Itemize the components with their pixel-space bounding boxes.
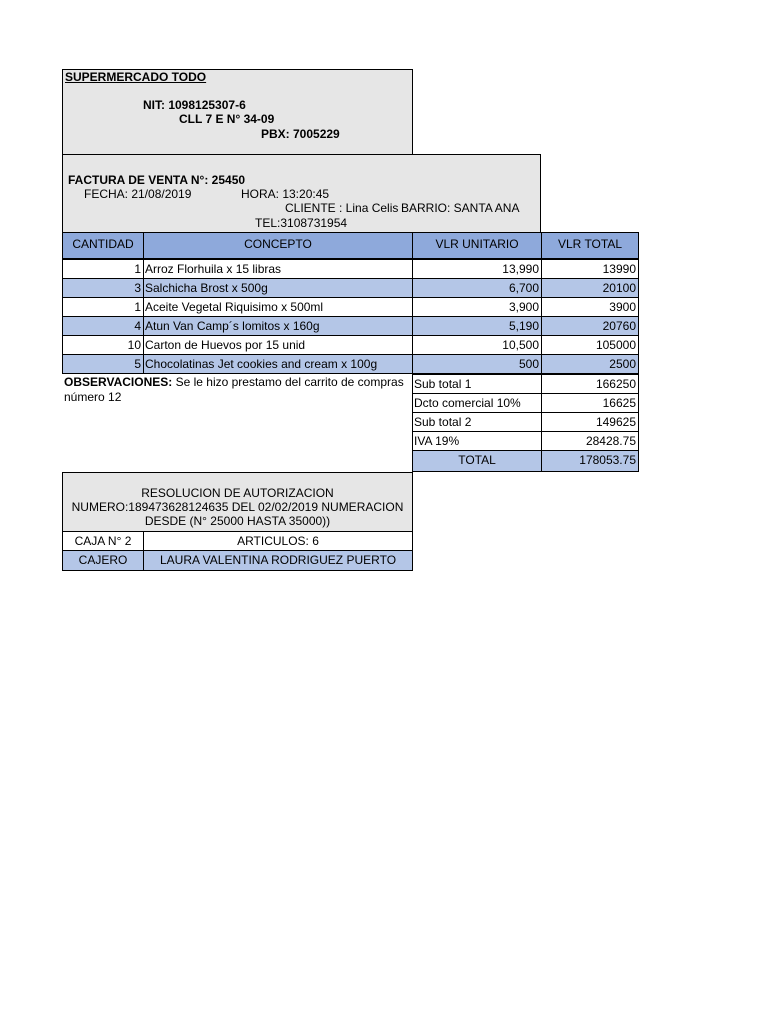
caja-cell: CAJA N° 2	[62, 531, 144, 551]
row-qty: 3	[62, 278, 144, 298]
row-concept: Carton de Huevos por 15 unid	[143, 335, 413, 355]
header-vlr-total: VLR TOTAL	[541, 232, 639, 259]
row-total: 13990	[541, 259, 639, 279]
header-vlr-unitario: VLR UNITARIO	[412, 232, 542, 259]
row-total: 105000	[541, 335, 639, 355]
resolution-title: RESOLUCION DE AUTORIZACION	[141, 486, 334, 500]
row-unit: 5,190	[412, 316, 542, 336]
subtotal2-value: 149625	[541, 412, 639, 432]
invoice-header	[62, 154, 541, 234]
row-qty: 1	[62, 259, 144, 279]
row-total: 3900	[541, 297, 639, 317]
header-cantidad: CANTIDAD	[62, 232, 144, 259]
row-unit: 13,990	[412, 259, 542, 279]
row-unit: 10,500	[412, 335, 542, 355]
subtotal1-label: Sub total 1	[412, 374, 542, 394]
invoice-number: FACTURA DE VENTA N°: 25450	[68, 173, 246, 187]
row-qty: 1	[62, 297, 144, 317]
iva-value: 28428.75	[541, 431, 639, 451]
row-concept: Arroz Florhuila x 15 libras	[143, 259, 413, 279]
discount-value: 16625	[541, 393, 639, 413]
store-header	[62, 69, 413, 155]
resolution-box	[62, 472, 413, 532]
row-qty: 5	[62, 354, 144, 374]
store-name: SUPERMERCADO TODO	[65, 70, 207, 84]
invoice-tel: TEL:3108731954	[255, 216, 348, 230]
observations-line1	[64, 375, 404, 389]
row-total: 2500	[541, 354, 639, 374]
row-unit: 500	[412, 354, 542, 374]
store-nit: NIT: 1098125307-6	[143, 98, 246, 112]
row-qty: 4	[62, 316, 144, 336]
cajero-name: LAURA VALENTINA RODRIGUEZ PUERTO	[143, 550, 413, 571]
discount-label: Dcto comercial 10%	[412, 393, 542, 413]
row-unit: 6,700	[412, 278, 542, 298]
subtotal2-label: Sub total 2	[412, 412, 542, 432]
row-total: 20760	[541, 316, 639, 336]
iva-label: IVA 19%	[412, 431, 542, 451]
observations-line2: número 12	[64, 390, 122, 404]
row-concept: Atun Van Camp´s lomitos x 160g	[143, 316, 413, 336]
subtotal1-value: 166250	[541, 374, 639, 394]
observations-text: Se le hizo prestamo del carrito de compras	[175, 375, 404, 389]
resolution-range: DESDE (N° 25000 HASTA 35000))	[144, 514, 331, 528]
row-concept: Chocolatinas Jet cookies and cream x 100g	[143, 354, 413, 374]
store-address: CLL 7 E N° 34-09	[179, 112, 275, 126]
invoice-client: CLIENTE : Lina Celis	[285, 201, 399, 215]
row-qty: 10	[62, 335, 144, 355]
total-value: 178053.75	[541, 450, 639, 472]
row-unit: 3,900	[412, 297, 542, 317]
invoice-barrio: BARRIO: SANTA ANA	[401, 201, 520, 215]
invoice-time: HORA: 13:20:45	[241, 187, 330, 201]
header-concepto: CONCEPTO	[143, 232, 413, 259]
observations-label: OBSERVACIONES:	[64, 375, 173, 389]
articulos-cell: ARTICULOS: 6	[143, 531, 413, 551]
total-label: TOTAL	[412, 450, 542, 472]
invoice-date: FECHA: 21/08/2019	[84, 187, 192, 201]
row-total: 20100	[541, 278, 639, 298]
store-phone: PBX: 7005229	[261, 127, 340, 141]
row-concept: Aceite Vegetal Riquisimo x 500ml	[143, 297, 413, 317]
cajero-label: CAJERO	[62, 550, 144, 571]
resolution-number: NUMERO:189473628124635 DEL 02/02/2019 NUMERACION	[71, 500, 404, 514]
row-concept: Salchicha Brost x 500g	[143, 278, 413, 298]
